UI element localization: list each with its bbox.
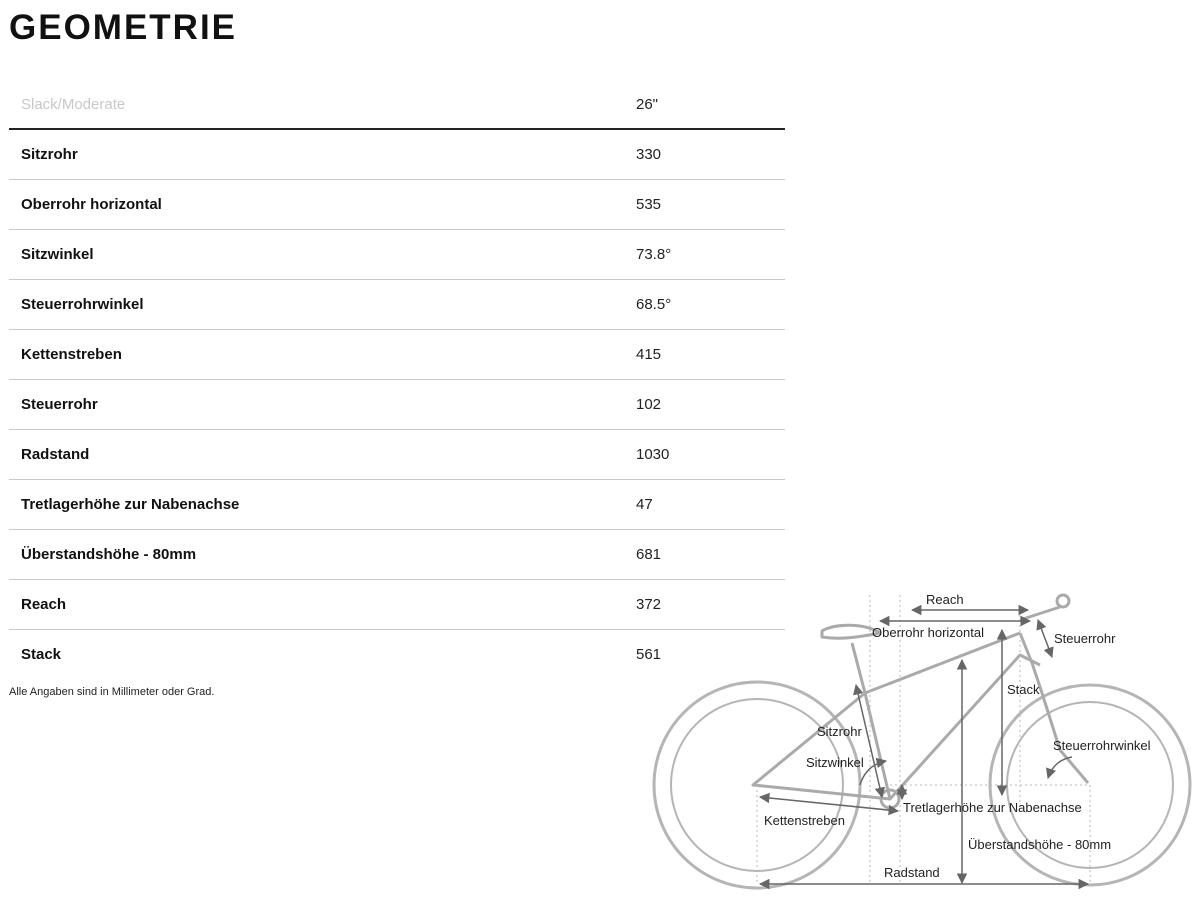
wheel-size-value: 26" (636, 95, 659, 113)
units-note: Alle Angaben sind in Millimeter oder Grad. (9, 686, 215, 698)
table-row (9, 480, 785, 530)
seat-angle-label: Sitzwinkel (806, 755, 864, 770)
table-row (9, 130, 785, 180)
chainstay-label: Kettenstreben (764, 813, 845, 828)
row-value: 102 (636, 396, 662, 413)
seat-tube-label: Sitzrohr (817, 724, 862, 739)
size-variant-label: Slack/Moderate (21, 95, 126, 113)
table-row (9, 530, 785, 580)
row-label: Überstandshöhe - 80mm (21, 546, 197, 563)
row-value: 1030 (636, 446, 670, 463)
row-label: Tretlagerhöhe zur Nabenachse (21, 496, 240, 513)
row-value: 372 (636, 596, 662, 613)
bb-drop-label: Tretlagerhöhe zur Nabenachse (903, 800, 1082, 815)
table-row (9, 230, 785, 280)
row-value: 415 (636, 346, 662, 363)
table-row (9, 180, 785, 230)
table-header-row (9, 80, 785, 130)
head-angle-label: Steuerrohrwinkel (1053, 738, 1151, 753)
table-row (9, 380, 785, 430)
row-label: Reach (21, 596, 67, 613)
row-value: 47 (636, 496, 653, 513)
row-value: 68.5° (636, 296, 672, 313)
row-label: Sitzwinkel (21, 246, 94, 263)
row-label: Oberrohr horizontal (21, 196, 162, 213)
page-title: GEOMETRIE (9, 8, 238, 47)
row-label: Kettenstreben (21, 346, 122, 363)
row-label: Sitzrohr (21, 146, 78, 163)
row-label: Steuerrohrwinkel (21, 296, 144, 313)
row-value: 330 (636, 146, 662, 163)
row-label: Stack (21, 646, 62, 663)
row-value: 681 (636, 546, 662, 563)
standover-label: Überstandshöhe - 80mm (968, 837, 1112, 852)
table-row (9, 430, 785, 480)
row-label: Steuerrohr (21, 396, 98, 413)
wheelbase-label: Radstand (884, 865, 940, 880)
stack-label: Stack (1007, 682, 1040, 697)
row-value: 535 (636, 196, 662, 213)
reach-label: Reach (926, 592, 964, 607)
row-value: 73.8° (636, 246, 672, 263)
table-row (9, 280, 785, 330)
table-row (9, 330, 785, 380)
row-label: Radstand (21, 446, 90, 463)
bike-geometry-diagram (640, 585, 1196, 891)
head-tube-label: Steuerrohr (1054, 631, 1116, 646)
row-value: 561 (636, 646, 662, 663)
top-tube-label: Oberrohr horizontal (872, 625, 984, 640)
